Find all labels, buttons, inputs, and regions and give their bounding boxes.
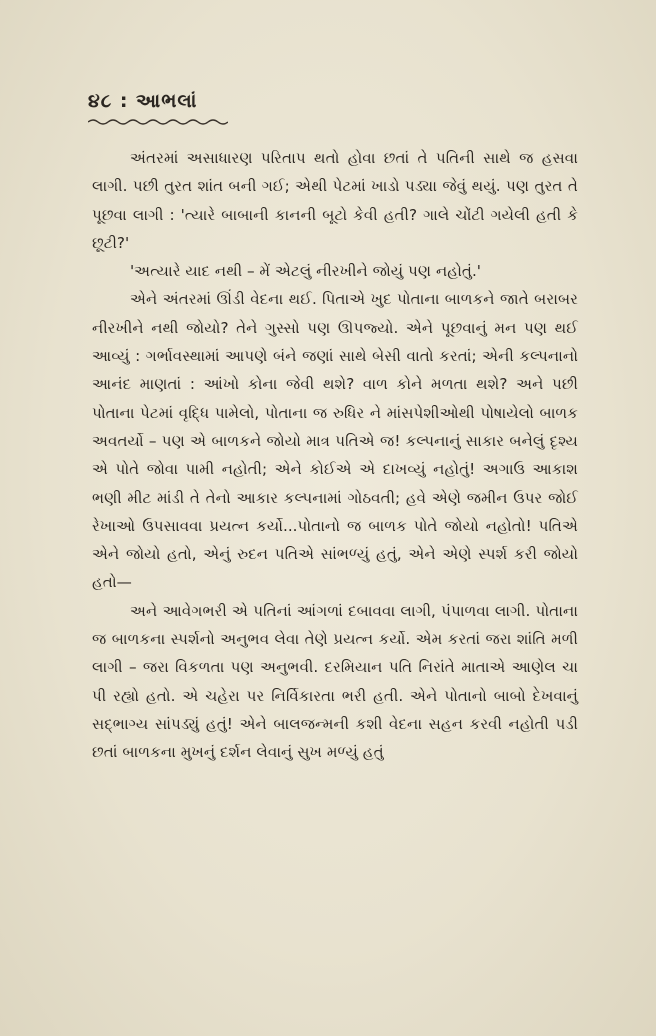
paragraph-1: અંતરમાં અસાધારણ પરિતાપ થતો હોવા છતાં તે પતિની સાથે જ હસવા લાગી. પછી તુરત શાંત બની ગઈ; એથી પેટમાં ખાડો પડ્યા જેવું થયું. પણ તુરત તે પૂછવા લાગી : 'ત્યારે બાબાની કાનની બૂટો કેવી હતી? ગાલે ચોંટી ગયેલી હતી કે છૂટી?' <box>92 149 578 252</box>
paragraph-3: એને અંતરમાં ઊંડી વેદના થઈ. પિતાએ ખુદ પોતાના બાળકને જાતે બરાબર નીરખીને નથી જોયો? તેને ગુસ્સો પણ ઊપજ્યો. એને પૂછવાનું મન પણ થઈ આવ્યું : ગર્ભાવસ્થામાં આપણે બંને જણાં સાથે બેસી વાતો કરતાં; એની કલ્પનાનો આનંદ માણતાં : આંખો કોના જેવી થશે? વાળ કોને મળતા થશે? અને પછી પોતાના પેટમાં વૃદ્ધિ પામેલો, પોતાના જ રુધિર ને માંસપેશીઓથી પોષાયેલો બાળક અવતર્યો – પણ એ બાળકને જોયો માત્ર પતિએ જ! કલ્પનાનું સાકાર બનેલું દૃશ્ય એ પોતે જોવા પામી નહોતી; એને કોઈએ એ દાખવ્યું નહોતું! અગાઉ આકાશ ભણી મીટ માંડી તે તેનો આકાર કલ્પનામાં ગોઠવતી; હવે એણે જમીન ઉપર જોઈ રેખાઓ ઉપસાવવા પ્રયત્ન કર્યો...પોતાનો જ બાળક પોતે જોયો નહોતો! પતિએ એને જોયો હતો, એનું રુદન પતિએ સાંભળ્યું હતું, એને એણે સ્પર્શ કરી જોયો હતો— <box>92 290 578 592</box>
body-text <box>92 144 578 767</box>
paragraph-4: અને આવેગભરી એ પતિનાં આંગળાં દબાવવા લાગી, પંપાળવા લાગી. પોતાના જ બાળકના સ્પર્શનો અનુભવ લેવા તેણે પ્રયત્ન કર્યો. એમ કરતાં જરા શાંતિ મળી લાગી – જરા વિકળતા પણ અનુભવી. દરમિયાન પતિ નિરાંતે માતાએ આણેલ ચા પી રહ્યો હતો. એ ચહેરા પર નિર્વિકારતા ભરી હતી. એને પોતાનો બાબો દેખવાનું સદ્‌ભાગ્ય સાંપડ્યું હતું! એને બાલજન્મની કશી વેદના સહન કરવી નહોતી પડી છતાં બાળકના મુખનું દર્શન લેવાનું સુખ મળ્યું હતું <box>92 601 578 762</box>
header-ornament-rule <box>88 118 228 126</box>
running-head: ૪૮ : આભલાં <box>88 90 198 112</box>
paragraph-2: 'અત્યારે યાદ નથી – મેં એટલું નીરખીને જોયું પણ નહોતું.' <box>130 262 481 281</box>
